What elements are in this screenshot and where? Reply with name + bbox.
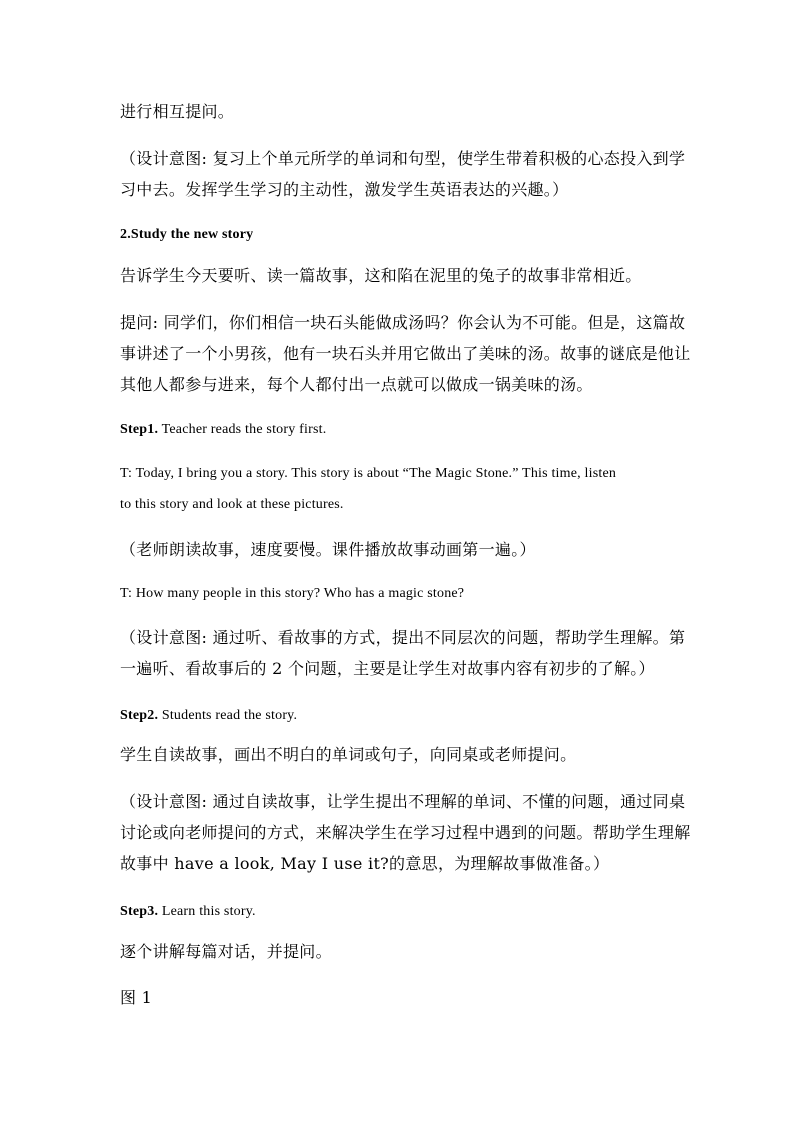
paragraph-line: 其他人都参与进来，每个人都付出一点就可以做成一锅美味的汤。	[120, 375, 593, 394]
design-intent-line: 故事中 have a look, May I use it?的意思，为理解故事做准备。）	[120, 854, 610, 873]
step-line	[120, 902, 256, 922]
dialogue-line: T: How many people in this story? Who has a magic stone?	[120, 586, 465, 601]
step-label: Step2.	[120, 708, 159, 723]
paragraph-line: 学生自读故事，画出不明白的单词或句子，向同桌或老师提问。	[120, 745, 577, 764]
note-line: （老师朗读故事，速度要慢。课件播放故事动画第一遍。）	[120, 540, 536, 559]
dialogue-line: to this story and look at these pictures.	[120, 497, 344, 512]
design-intent-line: （设计意图: 复习上个单元所学的单词和句型，使学生带着积极的心态投入到学	[120, 149, 686, 168]
paragraph-line: 提问: 同学们，你们相信一块石头能做成汤吗？你会认为不可能。但是，这篇故	[120, 313, 686, 332]
design-intent-line: （设计意图: 通过听、看故事的方式，提出不同层次的问题，帮助学生理解。第	[120, 628, 686, 647]
step-label: Step1.	[120, 422, 159, 437]
step-text: Students read the story.	[158, 708, 298, 723]
paragraph-line: 进行相互提问。	[120, 102, 235, 121]
design-intent-line: 习中去。发挥学生学习的主动性，激发学生英语表达的兴趣。）	[120, 180, 569, 199]
step-text: Learn this story.	[158, 904, 256, 919]
paragraph-line: 逐个讲解每篇对话，并提问。	[120, 942, 332, 961]
design-intent-line: 一遍听、看故事后的 2 个问题，主要是让学生对故事内容有初步的了解。）	[120, 659, 655, 678]
step-line	[120, 706, 297, 726]
dialogue-line: T: Today, I bring you a story. This story is about “The Magic Stone.” This time, listen	[120, 466, 617, 481]
section-heading: 2.Study the new story	[120, 227, 254, 242]
step-text: Teacher reads the story first.	[158, 422, 327, 437]
paragraph-line: 告诉学生今天要听、读一篇故事，这和陷在泥里的兔子的故事非常相近。	[120, 266, 642, 285]
design-intent-line: （设计意图: 通过自读故事，让学生提出不理解的单词、不懂的问题，通过同桌	[120, 792, 686, 811]
step-line	[120, 420, 326, 440]
figure-caption: 图 1	[120, 988, 153, 1007]
step-label: Step3.	[120, 904, 159, 919]
paragraph-line: 事讲述了一个小男孩，他有一块石头并用它做出了美味的汤。故事的谜底是他让	[120, 344, 691, 363]
design-intent-line: 讨论或向老师提问的方式，来解决学生在学习过程中遇到的问题。帮助学生理解	[120, 823, 691, 842]
